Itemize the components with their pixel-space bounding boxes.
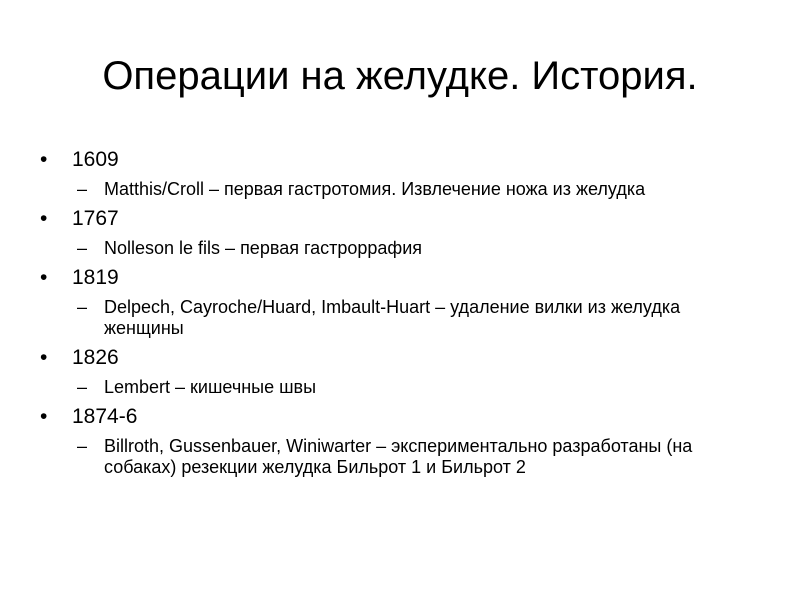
- bullet-icon: •: [40, 266, 48, 289]
- dash-icon: –: [77, 238, 88, 258]
- year-label: 1874-6: [72, 405, 138, 428]
- list-subitem: [77, 238, 760, 259]
- dash-icon: –: [77, 436, 88, 456]
- list-item-year: [40, 345, 760, 371]
- list-item-year: [40, 147, 760, 173]
- bullet-icon: •: [40, 346, 48, 369]
- year-label: 1826: [72, 346, 119, 369]
- list-subitem: [77, 297, 760, 339]
- list-item-year: [40, 206, 760, 232]
- event-description: Nolleson le fils – первая гастроррафия: [104, 238, 423, 258]
- dash-icon: –: [77, 179, 88, 199]
- slide-title: Операции на желудке. История.: [102, 54, 698, 98]
- dash-icon: –: [77, 297, 88, 317]
- bullet-icon: •: [40, 148, 48, 171]
- list-item-year: [40, 404, 760, 430]
- event-description: Lembert – кишечные швы: [104, 377, 317, 397]
- dash-icon: –: [77, 377, 88, 397]
- bullet-icon: •: [40, 405, 48, 428]
- year-label: 1819: [72, 266, 119, 289]
- year-label: 1767: [72, 207, 119, 230]
- bullet-list: [40, 147, 760, 484]
- event-description: Billroth, Gussenbauer, Winiwarter – экспериментально разработаны (на собаках) резекции желудка Бильрот 1 и Бильрот 2: [104, 436, 693, 477]
- event-description: Matthis/Croll – первая гастротомия. Извлечение ножа из желудка: [104, 179, 646, 199]
- event-description: Delpech, Cayroche/Huard, Imbault-Huart – удаление вилки из желудка женщины: [104, 297, 681, 338]
- list-subitem: [77, 377, 760, 398]
- year-label: 1609: [72, 148, 119, 171]
- list-subitem: [77, 436, 760, 478]
- bullet-icon: •: [40, 207, 48, 230]
- list-subitem: [77, 179, 760, 200]
- list-item-year: [40, 265, 760, 291]
